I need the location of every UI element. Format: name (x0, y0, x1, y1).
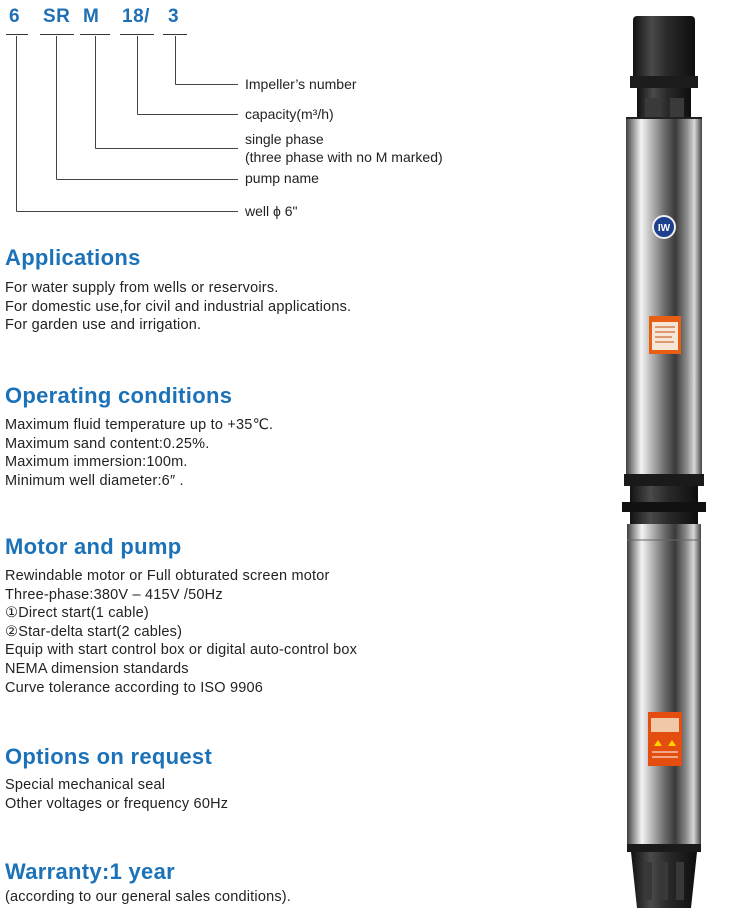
warranty-list (5, 888, 291, 907)
heading-options-on-request: Options on request (5, 744, 213, 769)
legend-pump-name: pump name (245, 170, 319, 186)
legend-capacity: capacity(m³/h) (245, 106, 334, 122)
operating-line: Maximum sand content:0.25%. (5, 435, 210, 452)
warning-label-upper (649, 316, 681, 354)
code-impeller: 3 (168, 6, 180, 27)
heading-warranty: Warranty:1 year (5, 859, 175, 884)
pump-motor-coupling (622, 474, 706, 524)
legend-three-phase: (three phase with no M marked) (245, 149, 443, 165)
code-pump-name: SR (43, 6, 71, 27)
pump-barrel (626, 118, 702, 474)
svg-text:IW: IW (657, 223, 671, 234)
warranty-line: (according to our general sales conditions). (5, 889, 292, 905)
operating-conditions-list (5, 416, 273, 490)
motor-line: ②Star-delta start(2 cables) (5, 623, 183, 640)
options-list (5, 776, 228, 813)
options-line: Special mechanical seal (5, 777, 166, 793)
operating-line: Minimum well diameter:6″ . (5, 472, 184, 489)
warning-label-lower (648, 712, 682, 766)
options-line: Other voltages or frequency 60Hz (5, 795, 229, 812)
legend-single-phase: single phase (245, 131, 324, 147)
motor-line: Three-phase:380V – 415V /50Hz (5, 586, 223, 603)
code-well-size: 6 (9, 6, 21, 27)
motor-line: Rewindable motor or Full obturated screen motor (5, 568, 330, 584)
legend-impeller: Impeller’s number (245, 76, 357, 92)
pump-discharge-head (630, 16, 698, 124)
leader-lines (0, 0, 250, 220)
code-phase: M (83, 6, 100, 27)
applications-line: For water supply from wells or reservoirs. (5, 280, 279, 296)
motor-and-pump-list (5, 567, 357, 697)
code-capacity: 18/ (122, 6, 150, 27)
brand-logo-badge (653, 216, 675, 238)
motor-line: ①Direct start(1 cable) (5, 605, 149, 622)
applications-list (5, 279, 351, 335)
motor-base (627, 844, 701, 908)
operating-line: Maximum immersion:100m. (5, 454, 188, 471)
heading-operating-conditions: Operating conditions (5, 383, 233, 408)
motor-line: NEMA dimension standards (5, 660, 189, 677)
legend-well: well ϕ 6" (245, 203, 298, 219)
motor-line: Equip with start control box or digital auto-control box (5, 642, 358, 659)
operating-line: Maximum fluid temperature up to +35℃. (5, 417, 274, 433)
motor-line: Curve tolerance according to ISO 9906 (5, 679, 264, 696)
motor-barrel (627, 524, 701, 844)
heading-applications: Applications (5, 245, 141, 270)
applications-line: For domestic use,for civil and industrial applications. (5, 298, 352, 315)
submersible-pump-image (600, 0, 750, 920)
applications-line: For garden use and irrigation. (5, 317, 202, 334)
heading-motor-and-pump: Motor and pump (5, 534, 182, 559)
